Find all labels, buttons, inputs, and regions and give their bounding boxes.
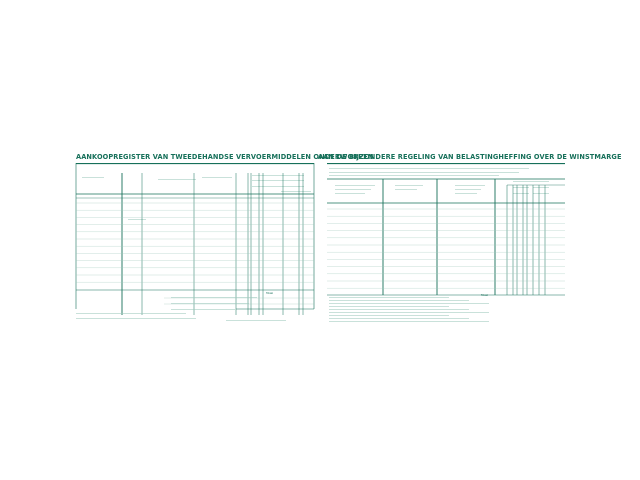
- footer-text-line: [329, 315, 449, 316]
- header-text-line: [252, 180, 304, 181]
- footer-text-line: [76, 318, 196, 319]
- header-text-line: [513, 181, 549, 182]
- right-table-grid: [327, 163, 565, 325]
- footer-text-line: [226, 320, 286, 321]
- footer-text-line: [329, 321, 489, 322]
- footer-text-line: [171, 303, 249, 304]
- header-text-line: [335, 185, 375, 186]
- header-text-line: [252, 186, 304, 187]
- footer-text-line: [329, 318, 469, 319]
- left-total-label: Totaal: [266, 292, 274, 295]
- header-text-line: [455, 193, 477, 194]
- header-text-line: [533, 187, 549, 188]
- header-text-line: [82, 177, 104, 178]
- right-page-title: AAN DE BIJZONDERE REGELING VAN BELASTINGHEFFING OVER DE WINSTMARGE: [318, 153, 622, 161]
- header-text-line: [395, 189, 417, 190]
- header-text-line: [128, 219, 146, 220]
- footer-text-line: [76, 313, 186, 314]
- header-text-line: [533, 193, 549, 194]
- header-text-line: [455, 185, 485, 186]
- footer-text-line: [171, 309, 235, 310]
- footer-text-line: [329, 303, 489, 304]
- footer-text-line: [329, 312, 489, 313]
- left-page-title: AANKOOPREGISTER VAN TWEEDEHANDSE VERVOERMIDDELEN ONDERWORPEN: [76, 153, 374, 161]
- header-text-line: [513, 187, 529, 188]
- footer-text-line: [329, 300, 469, 301]
- header-text-line: [335, 189, 371, 190]
- footer-text-line: [329, 306, 449, 307]
- header-text-line: [281, 191, 311, 192]
- header-text-line: [158, 179, 196, 180]
- header-text-line: [202, 177, 232, 178]
- header-text-line: [513, 193, 529, 194]
- left-register-page: [76, 153, 374, 325]
- footer-text-line: [171, 297, 257, 298]
- intro-text-line: [329, 168, 529, 169]
- header-text-line: [395, 185, 423, 186]
- intro-text-line: [329, 175, 499, 176]
- header-text-line: [252, 175, 304, 176]
- header-text-line: [335, 193, 365, 194]
- intro-text-line: [329, 172, 519, 173]
- right-total-label: Totaal: [481, 294, 489, 297]
- left-table-grid: [76, 163, 314, 325]
- right-register-page: [318, 153, 622, 325]
- footer-text-line: [329, 309, 469, 310]
- footer-text-line: [329, 297, 449, 298]
- header-text-line: [455, 189, 481, 190]
